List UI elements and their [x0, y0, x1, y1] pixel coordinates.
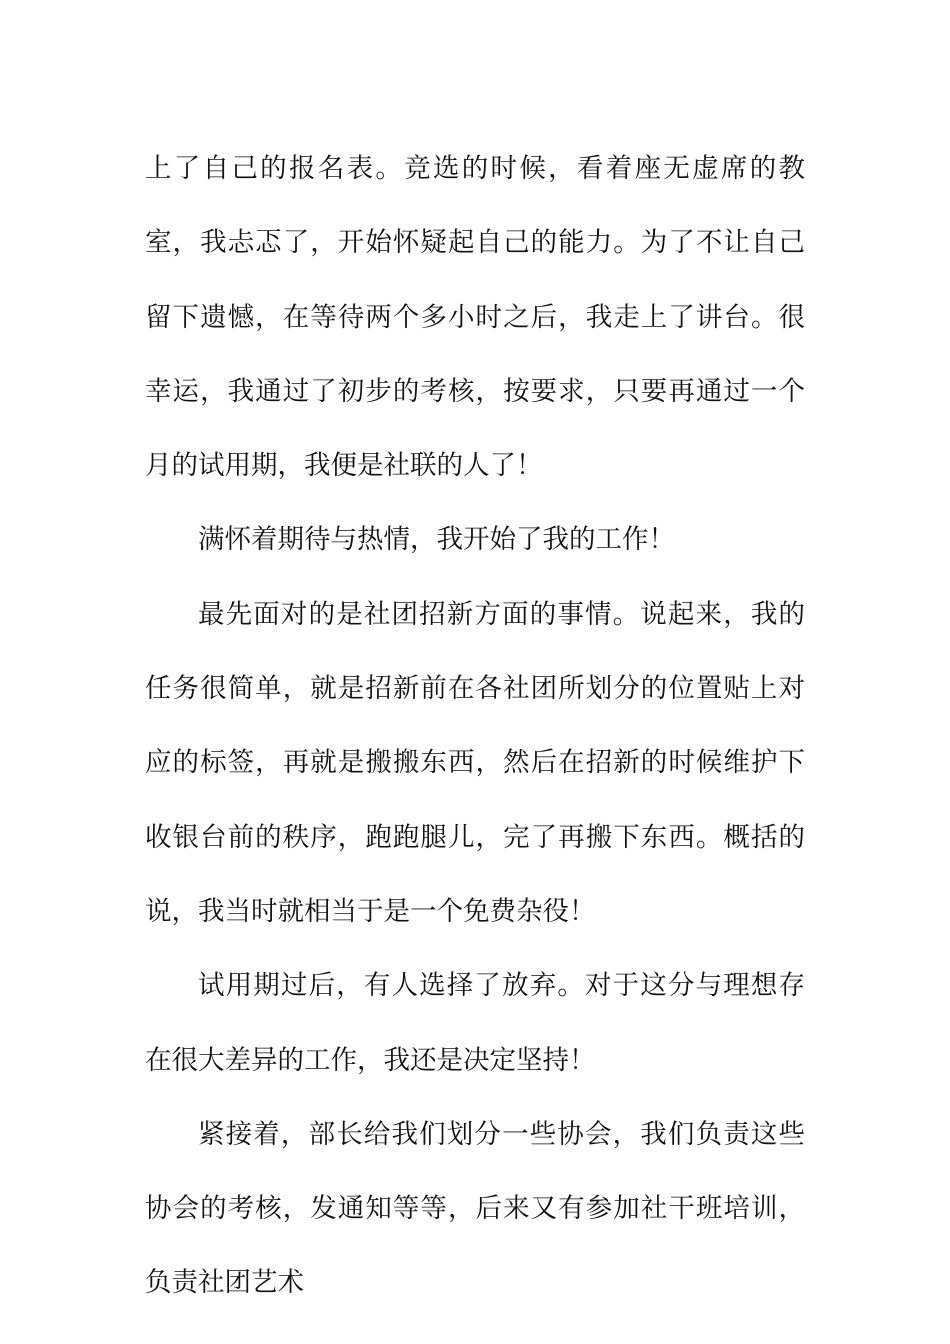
document-body — [145, 132, 805, 1321]
paragraph-2: 满怀着期待与热情，我开始了我的工作！ — [198, 524, 675, 556]
paragraph-4: 试用期过后，有人选择了放弃。对于这分与理想存在很大差异的工作，我还是决定坚持！ — [145, 970, 805, 1076]
paragraph-5: 紧接着，部长给我们划分一些协会，我们负责这些协会的考核，发通知等等，后来又有参加社干班培训，负责社团艺术 — [145, 1118, 805, 1299]
paragraph-1: 上了自己的报名表。竞选的时候，看着座无虚席的教室，我忐忑了，开始怀疑起自己的能力。为了不让自己留下遗憾，在等待两个多小时之后，我走上了讲台。很幸运，我通过了初步的考核，按要求，只要再通过一个月的试用期，我便是社联的人了！ — [145, 153, 805, 482]
paragraph-3: 最先面对的是社团招新方面的事情。说起来，我的任务很简单，就是招新前在各社团所划分的位置贴上对应的标签，再就是搬搬东西，然后在招新的时候维护下收银台前的秩序，跑跑腿儿，完了再搬下东西。概括的说，我当时就相当于是一个免费杂役！ — [145, 598, 805, 927]
